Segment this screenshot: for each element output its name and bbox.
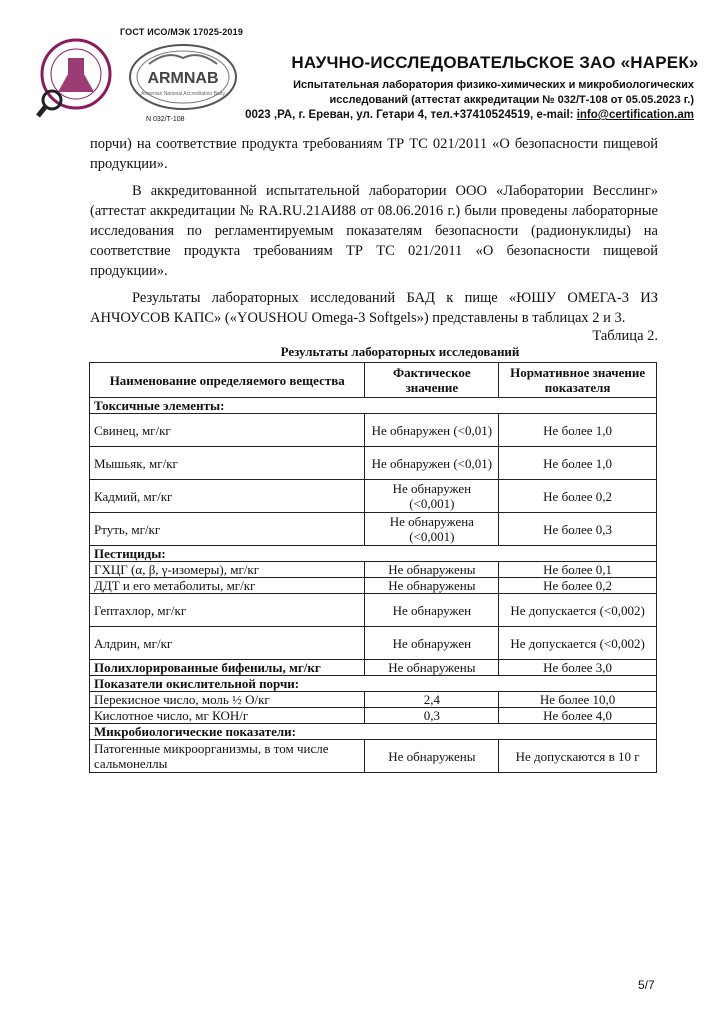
iso-standard: ГОСТ ИСО/МЭК 17025-2019 (120, 27, 244, 37)
svg-text:Armenian National Accreditatio: Armenian National Accreditation Body (141, 91, 225, 97)
section-row: Токсичные элементы: (90, 398, 657, 414)
table-row: Мышьяк, мг/кг Не обнаружен (<0,01) Не более 1,0 (90, 447, 657, 480)
document-body (90, 134, 658, 328)
table-row: ДДТ и его метаболиты, мг/кг Не обнаружены Не более 0,2 (90, 578, 657, 594)
armnab-logo (127, 42, 239, 112)
table-row: Патогенные микроорганизмы, в том числе сальмонеллы Не обнаружены Не допускаются в 10 г (90, 740, 657, 773)
header-norm: Нормативное значение показателя (499, 363, 657, 398)
section-row: Пестициды: (90, 546, 657, 562)
table-row: ГХЦГ (α, β, γ-изомеры), мг/кг Не обнаружены Не более 0,1 (90, 562, 657, 578)
table-label: Таблица 2. (592, 328, 658, 344)
accreditation-number: N 032/T-108 (146, 116, 185, 123)
email-link[interactable]: info@certification.am (576, 109, 694, 121)
results-table (89, 362, 657, 773)
section-row: Микробиологические показатели: (90, 724, 657, 740)
table-title: Результаты лабораторных исследований (280, 344, 520, 359)
svg-text:ARMNAB: ARMNAB (147, 70, 219, 87)
table-row: Перекисное число, моль ½ О/кг 2,4 Не более 10,0 (90, 692, 657, 708)
page-number: 5/7 (638, 978, 655, 992)
table-row: Гептахлор, мг/кг Не обнаружен Не допускается (<0,002) (90, 594, 657, 627)
header-substance: Наименование определяемого вещества (90, 363, 365, 398)
organization-name: НАУЧНО-ИССЛЕДОВАТЕЛЬСКОЕ ЗАО «НАРЕК» (291, 53, 699, 72)
table-row: Ртуть, мг/кг Не обнаружена (<0,001) Не более 0,3 (90, 513, 657, 546)
table-row: Свинец, мг/кг Не обнаружен (<0,01) Не более 1,0 (90, 414, 657, 447)
organization-address: 0023 ,РА, г. Ереван, ул. Гетари 4, тел.+37410524519, e-mail: info@certification.am (245, 109, 694, 121)
paragraph-2: В аккредитованной испытательной лаборатории ООО «Лаборатории Весслинг» (аттестат аккредитации № RA.RU.21АИ88 от 08.06.2016 г.) были проведены лабораторные исследования по регламентируемым показателям безопасности (радионуклиды) на соответствие продукта требованиям ТР ТС 021/2011 «О безопасности пищевой продукции». (90, 183, 658, 279)
table-header-row (90, 363, 657, 398)
header-actual: Фактическое значение (365, 363, 499, 398)
table-row: Кадмий, мг/кг Не обнаружен (<0,001) Не более 0,2 (90, 480, 657, 513)
lab-seal-logo (36, 36, 112, 122)
table-row: Полихлорированные бифенилы, мг/кг Не обнаружены Не более 3,0 (90, 660, 657, 676)
paragraph-3: Результаты лабораторных исследований БАД к пище «ЮШУ ОМЕГА-3 ИЗ АНЧОУСОВ КАПС» («YOUSHOU Omega-3 Softgels») представлены в таблицах 2 и 3. (90, 290, 658, 326)
table-row: Кислотное число, мг КОН/г 0,3 Не более 4,0 (90, 708, 657, 724)
table-row: Алдрин, мг/кг Не обнаружен Не допускается (<0,002) (90, 627, 657, 660)
section-row: Показатели окислительной порчи: (90, 676, 657, 692)
organization-description: Испытательная лаборатория физико-химических и микробиологических исследований (аттестат аккредитации № 032/Т-108 от 05.05.2023 г.) (293, 79, 694, 106)
paragraph-1: порчи) на соответствие продукта требованиям ТР ТС 021/2011 «О безопасности пищевой продукции». (90, 136, 658, 172)
